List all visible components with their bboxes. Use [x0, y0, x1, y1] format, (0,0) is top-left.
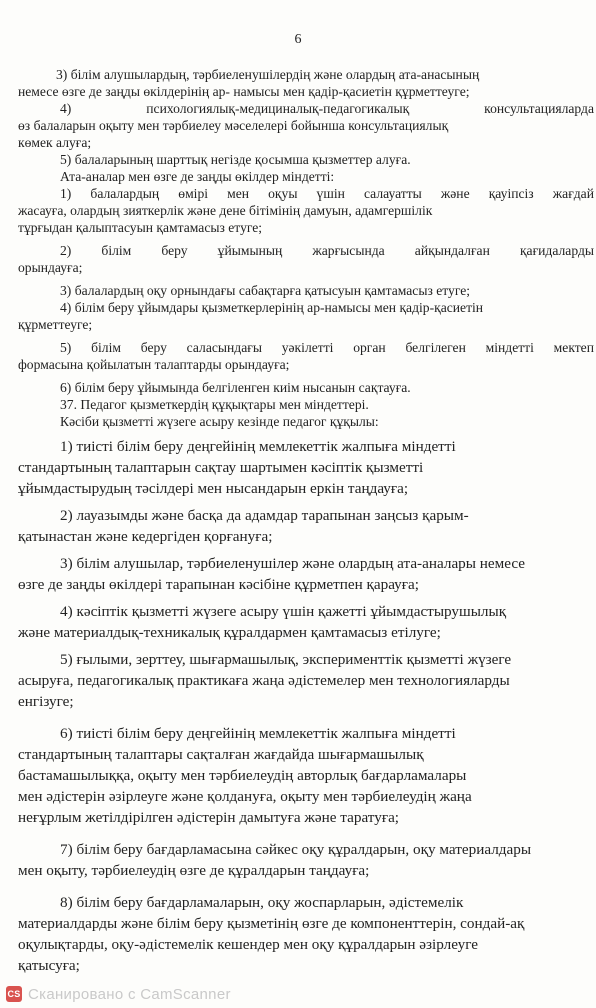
text-line: 5) ғылыми, зерттеу, шығармашылық, эксперименттік қызметті жүзеге [60, 651, 512, 668]
text-line: немесе өзге де заңды өкілдерінің ар- намысы мен қадір-қасиетін құрметтеуге; [18, 84, 470, 99]
text-line: стандартының талаптарын сақтау шартымен кәсіптік қызметті [18, 459, 424, 476]
text-line: 5) балаларының шарттық негізде қосымша қызметтер алуға. [60, 152, 411, 167]
text-line: 1) тиісті білім беру деңгейінің мемлекеттік жалпыға міндетті [60, 438, 456, 455]
page-number: 6 [294, 32, 302, 47]
text-line: 4) білім беру ұйымдары қызметкерлерінің ар-намысы мен қадір-қасиетін [60, 300, 484, 315]
text-line: формасына қойылатын талаптарды орындауға; [18, 357, 290, 372]
text-line: 3) білім алушылар, тәрбиеленушілер және олардың ата-аналары немесе [60, 555, 526, 572]
text-line: өз балаларын оқыту мен тәрбиелеу мәселелері бойынша консультациялық [18, 118, 449, 133]
camscanner-logo-icon: CS [6, 986, 22, 1002]
watermark-text: Сканировано с CamScanner [28, 985, 231, 1003]
text-line: 37. Педагог қызметкердің құқықтары мен міндеттері. [60, 397, 369, 412]
text-line: және материалдық-техникалық құралдармен қамтамасыз етілуге; [18, 624, 441, 641]
text-line: 2) лауазымды және басқа да адамдар тарапынан заңсыз қарым- [60, 507, 469, 524]
text-line: 3) білім алушылардың, тәрбиеленушілердің және олардың ата-анасының [56, 67, 480, 82]
text-line: тұрғыдан қалыптасуын қамтамасыз етуге; [18, 220, 263, 235]
text-line: 8) білім беру бағдарламаларын, оқу жоспарларын, әдістемелік [60, 894, 464, 911]
text-line: қатынастан және кедергіден қорғануға; [18, 528, 273, 545]
text-line: Ата-аналар мен өзге де заңды өкілдер міндетті: [60, 169, 335, 184]
text-line: жасауға, олардың зияткерлік және дене бітімінің дамуын, адамгершілік [18, 203, 433, 218]
text-line: 7) білім беру бағдарламасына сәйкес оқу құралдарын, оқу материалдары [60, 841, 532, 858]
text-line: 5) білім беру саласындағы уәкілетті орган белгілеген міндетті мектеп [60, 340, 594, 355]
text-line: құрметтеуге; [18, 317, 93, 332]
text-line: орындауға; [18, 260, 83, 275]
text-line: 4) кәсіптік қызметті жүзеге асыру үшін қажетті ұйымдастырушылық [60, 603, 507, 620]
text-line: 1) балалардың өмірі мен оқуы үшін салауатты және қауіпсіз жағдай [60, 186, 594, 201]
text-line: 6) білім беру ұйымында белгіленген киім нысанын сақтауға. [60, 380, 411, 395]
text-line: ұйымдастырудың тәсілдері мен нысандарын еркін таңдауға; [18, 480, 409, 497]
text-line: асыруға, педагогикалық практикаға жаңа әдістемелер мен технологияларды [18, 672, 510, 689]
text-line: қатысуға; [18, 957, 80, 974]
text-line: неғұрлым жетілдірілген әдістерін дамытуға және таратуға; [18, 809, 400, 826]
text-line: оқулықтарды, оқу-әдістемелік кешендер мен оқу құралдарын әзірлеуге [18, 936, 478, 953]
text-line: 2) білім беру ұйымының жарғысында айқындалған қағидаларды [60, 243, 594, 258]
text-line: бастамашылыққа, оқыту мен тәрбиелеудің авторлық бағдарламалары [18, 767, 467, 784]
text-line: енгізуге; [18, 693, 74, 710]
text-line: мен оқыту, тәрбиелеудің өзге де құралдарын таңдауға; [18, 862, 370, 879]
text-line: 6) тиісті білім беру деңгейінің мемлекеттік жалпыға міндетті [60, 725, 456, 742]
text-line: 4) психологиялық-медициналық-педагогикалық консультацияларда [60, 101, 594, 116]
text-line: стандартының талаптары сақталған жағдайда шығармашылық [18, 746, 424, 763]
body-text [18, 66, 594, 976]
text-line: Кәсіби қызметті жүзеге асыру кезінде педагог құқылы: [60, 414, 379, 429]
text-line: өзге де заңды өкілдері тарапынан кәсібіне құрметпен қарауға; [18, 576, 419, 593]
text-line: мен әдістерін әзірлеуге және қолдануға, оқыту мен тәрбиелеудің жаңа [18, 788, 472, 805]
text-line: 3) балалардың оқу орнындағы сабақтарға қатысуын қамтамасыз етуге; [60, 283, 471, 298]
camscanner-watermark [6, 982, 231, 1006]
text-line: көмек алуға; [18, 135, 92, 150]
text-line: материалдарды және білім беру қызметінің өзге де компоненттерін, сондай-ақ [18, 915, 525, 932]
